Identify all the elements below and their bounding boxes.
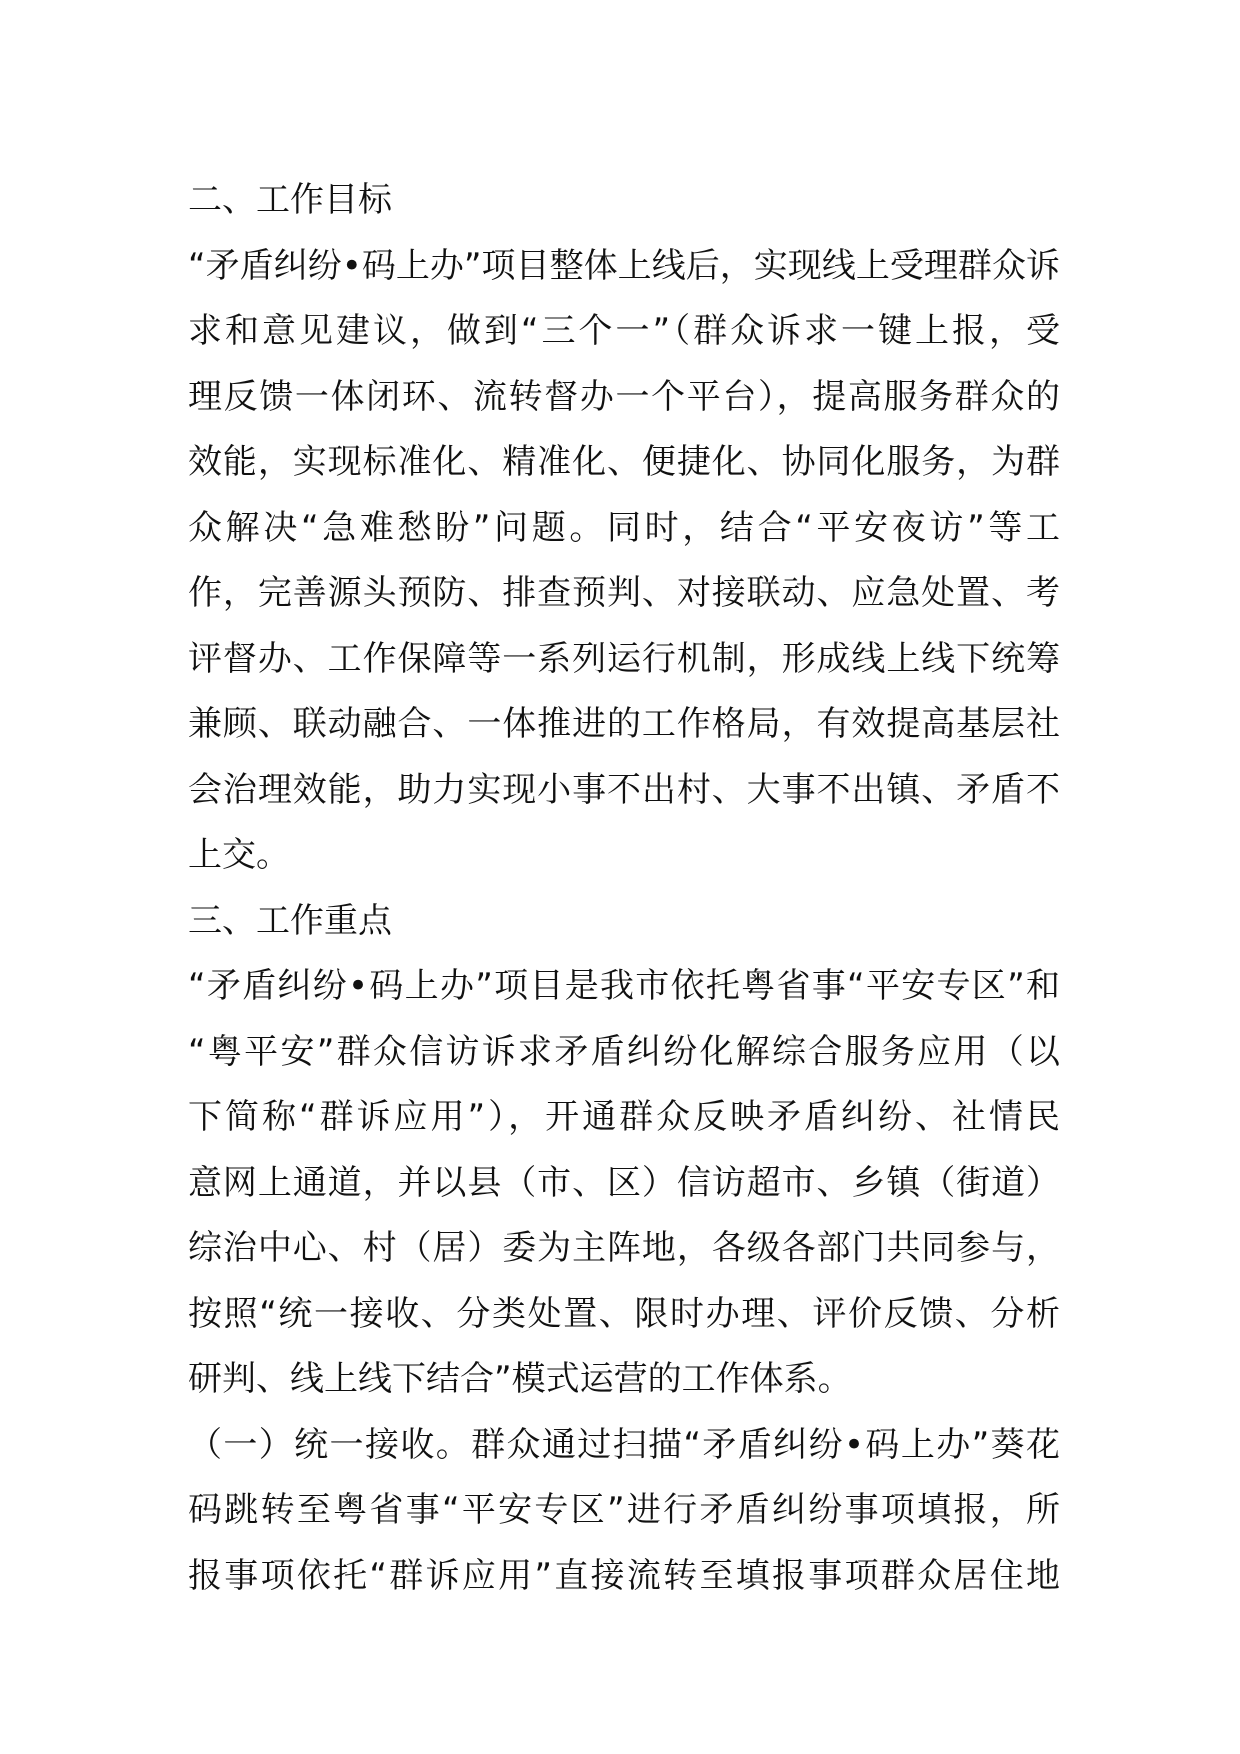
paragraph-line: 码跳转至粤省事“平安专区”进行矛盾纠纷事项填报，所 [188, 1490, 1060, 1530]
paragraph-line: 求和意见建议，做到“三个一”（群众诉求一键上报，受 [188, 311, 1060, 351]
paragraph-line: 意网上通道，并以县（市、区）信访超市、乡镇（街道） [188, 1162, 1060, 1203]
subsection-line: （一）统一接收。群众通过扫描“矛盾纠纷•码上办”葵花 [188, 1424, 1060, 1465]
paragraph-line: “矛盾纠纷•码上办”项目整体上线后，实现线上受理群众诉 [188, 245, 1060, 286]
section-heading-work-goals: 二、工作目标 [188, 180, 392, 220]
paragraph-line: 效能，实现标准化、精准化、便捷化、协同化服务，为群 [188, 442, 1060, 482]
paragraph-line: 上交。 [188, 835, 290, 875]
paragraph-line: 按照“统一接收、分类处置、限时办理、评价反馈、分析 [188, 1293, 1060, 1334]
section-heading-work-focus: 三、工作重点 [188, 900, 392, 941]
paragraph-line: 评督办、工作保障等一系列运行机制，形成线上线下统筹 [188, 638, 1060, 679]
document-page [188, 168, 1060, 1609]
paragraph-line: 报事项依托“群诉应用”直接流转至填报事项群众居住地 [188, 1555, 1060, 1596]
paragraph-line: “粤平安”群众信访诉求矛盾纠纷化解综合服务应用（以 [188, 1031, 1060, 1072]
paragraph-line: 理反馈一体闭环、流转督办一个平台），提高服务群众的 [188, 376, 1060, 417]
paragraph-line: 作，完善源头预防、排查预判、对接联动、应急处置、考 [188, 573, 1060, 613]
paragraph-line: 众解决“急难愁盼”问题。同时，结合“平安夜访”等工 [188, 507, 1060, 548]
paragraph-line: 会治理效能，助力实现小事不出村、大事不出镇、矛盾不 [188, 769, 1060, 810]
paragraph-line: 研判、线上线下结合”模式运营的工作体系。 [188, 1359, 852, 1399]
paragraph-line: “矛盾纠纷•码上办”项目是我市依托粤省事“平安专区”和 [188, 966, 1060, 1006]
paragraph-line: 下简称“群诉应用”），开通群众反映矛盾纠纷、社情民 [188, 1097, 1060, 1137]
paragraph-line: 综治中心、村（居）委为主阵地，各级各部门共同参与， [188, 1228, 1060, 1268]
paragraph-line: 兼顾、联动融合、一体推进的工作格局，有效提高基层社 [188, 704, 1060, 744]
